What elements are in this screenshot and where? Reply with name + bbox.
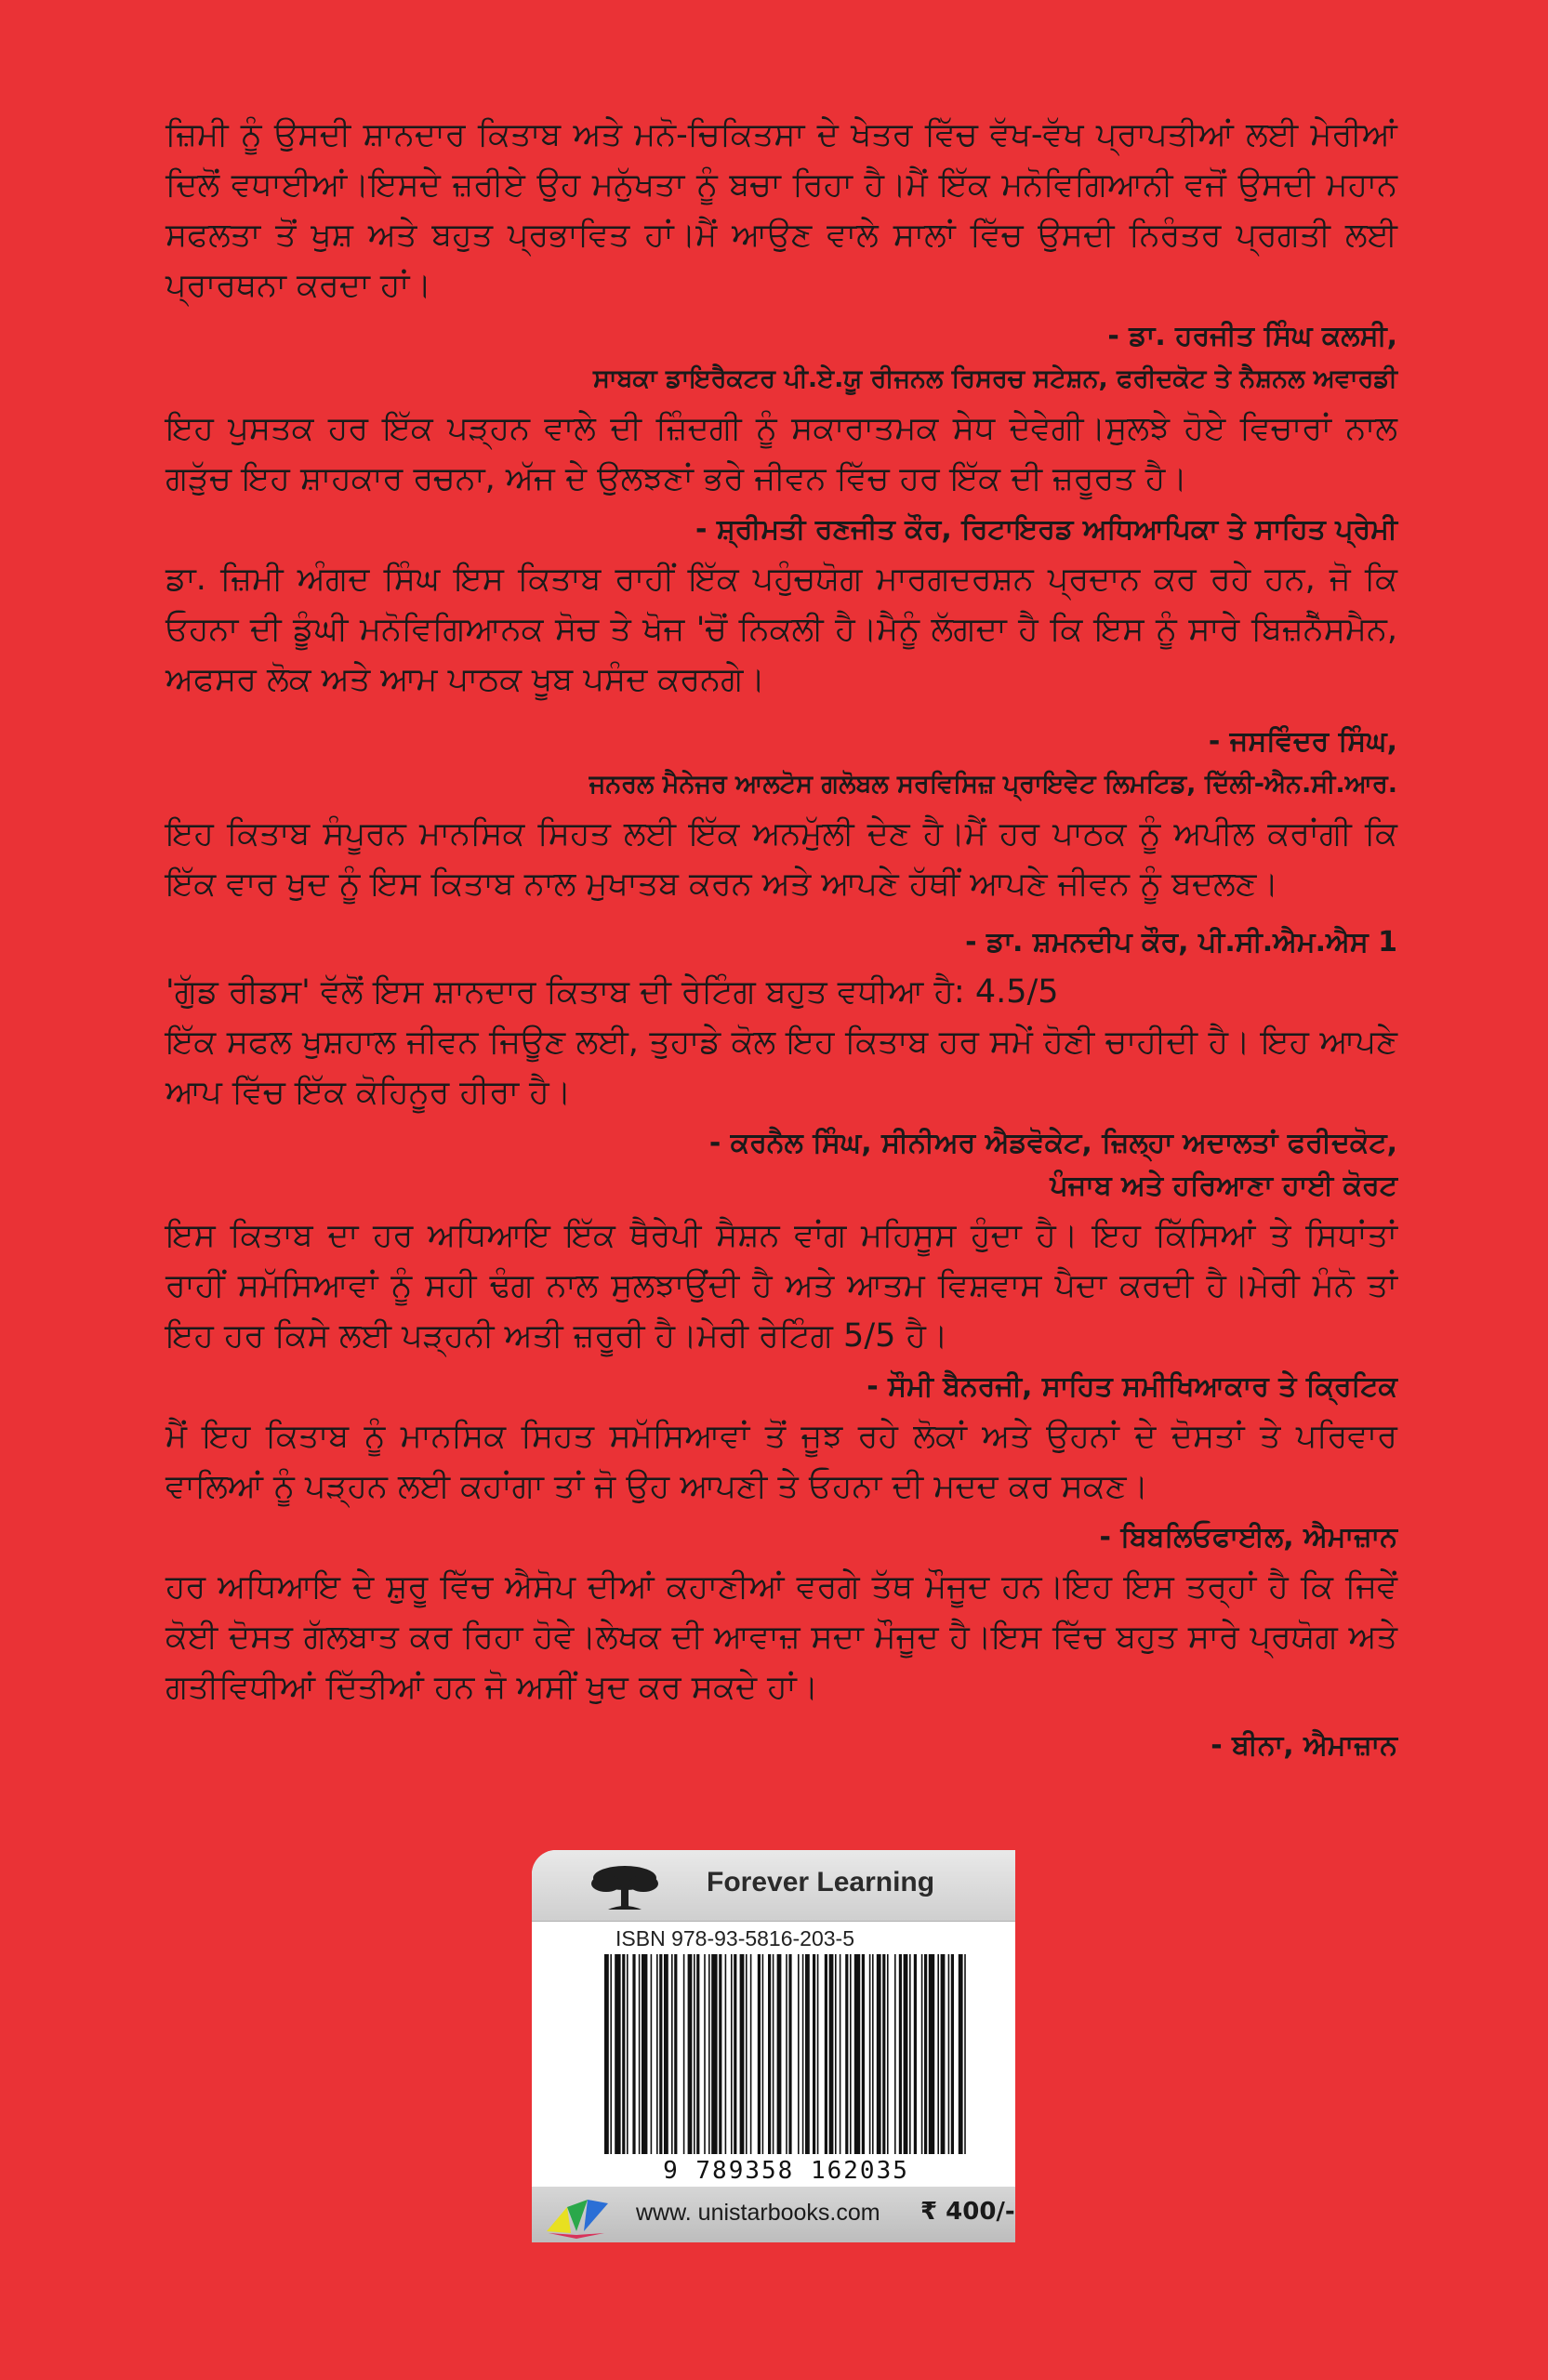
barcode-digits: 9 789358 162035	[663, 2157, 909, 2185]
review-attribution-3b: ਜਨਰਲ ਮੈਨੇਜਰ ਆਲਟੋਸ ਗਲੋਬਲ ਸਰਵਿਸਿਜ਼ ਪ੍ਰਾਇਵੇਟ ਲਿਮਟਿਡ, ਦਿੱਲੀ-ਐਨ.ਸੀ.ਆਰ.	[589, 770, 1397, 799]
barcode-bar	[872, 1954, 874, 2154]
barcode-bar	[877, 1954, 881, 2154]
barcode-bar	[656, 1954, 658, 2154]
review-text-7: ਮੈਂ ਇਹ ਕਿਤਾਬ ਨੂੰ ਮਾਨਸਿਕ ਸਿਹਤ ਸਮੱਸਿਆਵਾਂ ਤੋਂ ਜੂਝ ਰਹੇ ਲੋਕਾਂ ਅਤੇ ਉਹਨਾਂ ਦੇ ਦੋਸਤਾਂ ਤੇ ਪਰਿਵਾਰ ਵਾਲਿਆਂ ਨੂੰ ਪੜ੍ਹਨ ਲਈ ਕਹਾਂਗਾ ਤਾਂ ਜੋ ਉਹ ਆਪਣੀ ਤੇ ਓਹਨਾ ਦੀ ਮਦਦ ਕਰ ਸਕਣ।	[165, 1418, 1397, 1505]
review-text-8: ਹਰ ਅਧਿਆਇ ਦੇ ਸ਼ੁਰੂ ਵਿੱਚ ਐਸੋਪ ਦੀਆਂ ਕਹਾਣੀਆਂ ਵਰਗੇ ਤੱਥ ਮੌਜੂਦ ਹਨ।ਇਹ ਇਸ ਤਰ੍ਹਾਂ ਹੈ ਕਿ ਜਿਵੇਂ ਕੋਈ ਦੋਸਤ ਗੱਲਬਾਤ ਕਰ ਰਿਹਾ ਹੋਵੇ।ਲੇਖਕ ਦੀ ਆਵਾਜ਼ ਸਦਾ ਮੌਜੂਦ ਹੈ।ਇਸ ਵਿੱਚ ਬਹੁਤ ਸਾਰੇ ਪ੍ਰਯੋਗ ਅਤੇ ਗਤੀਵਿਧੀਆਂ ਦਿੱਤੀਆਂ ਹਨ ਜੋ ਅਸੀਂ ਖੁਦ ਕਰ ਸਕਦੇ ਹਾਂ।	[165, 1568, 1397, 1706]
barcode-bar	[740, 1954, 745, 2154]
tree-icon	[588, 1859, 662, 1915]
review-attribution-3a: - ਜਸਵਿੰਦਰ ਸਿੰਘ,	[1208, 725, 1397, 758]
book-price: ₹ 400/-	[920, 2198, 1015, 2226]
review-text-4: ਇਹ ਕਿਤਾਬ ਸੰਪੂਰਨ ਮਾਨਸਿਕ ਸਿਹਤ ਲਈ ਇੱਕ ਅਨਮੁੱਲੀ ਦੇਣ ਹੈ।ਮੈਂ ਹਰ ਪਾਠਕ ਨੂੰ ਅਪੀਲ ਕਰਾਂਗੀ ਕਿ ਇੱਕ ਵਾਰ ਖੁਦ ਨੂੰ ਇਸ ਕਿਤਾਬ ਨਾਲ ਮੁਖਾਤਬ ਕਰਨ ਅਤੇ ਆਪਣੇ ਹੱਥੀਂ ਆਪਣੇ ਜੀਵਨ ਨੂੰ ਬਦਲਣ।	[165, 815, 1397, 903]
barcode-bar	[964, 1954, 966, 2154]
barcode-bar	[683, 1954, 685, 2154]
review-attribution-5b: ਪੰਜਾਬ ਅਤੇ ਹਰਿਆਣਾ ਹਾਈ ਕੋਰਟ	[1050, 1170, 1397, 1202]
barcode-bar	[813, 1954, 815, 2154]
barcode-bar	[671, 1954, 673, 2154]
barcode-bar	[639, 1954, 641, 2154]
review-attribution-4: - ਡਾ. ਸ਼ਮਨਦੀਪ ਕੌਰ, ਪੀ.ਸੀ.ਐਮ.ਐਸ 1	[965, 926, 1397, 959]
barcode-bar	[835, 1954, 837, 2154]
barcode-bar	[845, 1954, 848, 2154]
barcode-bar	[840, 1954, 841, 2154]
publisher-logo-icon	[539, 2190, 614, 2239]
barcode-bar	[627, 1954, 628, 2154]
reviews-column	[165, 110, 1397, 1770]
barcode-bar	[929, 1954, 934, 2154]
barcode-bar	[622, 1954, 625, 2154]
barcode-bar	[924, 1954, 927, 2154]
barcode-bar	[829, 1954, 834, 2154]
review-attribution-7: - ਬਿਬਲਿਓਫਾਈਲ, ਐਮਾਜ਼ਾਨ	[1099, 1521, 1397, 1554]
barcode-bar	[904, 1954, 908, 2154]
barcode-bar	[909, 1954, 911, 2154]
barcode-bar	[802, 1954, 804, 2154]
barcode-bar	[604, 1954, 609, 2154]
review-attribution-1b: ਸਾਬਕਾ ਡਾਇਰੈਕਟਰ ਪੀ.ਏ.ਯੂ ਰੀਜਨਲ ਰਿਸਰਚ ਸਟੇਸ਼ਨ, ਫਰੀਦਕੋਟ ਤੇ ਨੈਸ਼ਨਲ ਅਵਾਰਡੀ	[592, 364, 1397, 393]
barcode-bar	[632, 1954, 635, 2154]
barcode-bar	[894, 1954, 896, 2154]
review-text-3: ਡਾ. ਜ਼ਿਮੀ ਅੰਗਦ ਸਿੰਘ ਇਸ ਕਿਤਾਬ ਰਾਹੀਂ ਇੱਕ ਪਹੁੰਚਯੋਗ ਮਾਰਗਦਰਸ਼ਨ ਪ੍ਰਦਾਨ ਕਰ ਰਹੇ ਹਨ, ਜੋ ਕਿ ਓਹਨਾ ਦੀ ਡੂੰਘੀ ਮਨੋਵਿਗਿਆਨਕ ਸੋਚ ਤੇ ਖੋਜ 'ਚੋਂ ਨਿਕਲੀ ਹੈ।ਮੈਨੂੰ ਲੱਗਦਾ ਹੈ ਕਿ ਇਸ ਨੂੰ ਸਾਰੇ ਬਿਜ਼ਨੈੱਸਮੈਨ, ਅਫਸਰ ਲੋਕ ਅਤੇ ਆਮ ਪਾਠਕ ਖੂਬ ਪਸੰਦ ਕਰਨਗੇ।	[165, 561, 1397, 698]
barcode-bar	[921, 1954, 923, 2154]
barcode-bar	[914, 1954, 917, 2154]
barcode-bar	[642, 1954, 647, 2154]
barcode-bar	[882, 1954, 885, 2154]
barcode-bar	[805, 1954, 810, 2154]
barcode-bar	[937, 1954, 939, 2154]
barcode-bar	[862, 1954, 865, 2154]
barcode-bar	[746, 1954, 748, 2154]
barcode-bar	[777, 1954, 782, 2154]
barcode-bar	[750, 1954, 752, 2154]
barcode-bar	[659, 1954, 662, 2154]
review-attribution-1a: - ਡਾ. ਹਰਜੀਤ ਸਿੰਘ ਕਲਸੀ,	[1107, 320, 1397, 352]
barcode-bar	[768, 1954, 771, 2154]
barcode-bar	[887, 1954, 889, 2154]
barcode-bar	[696, 1954, 699, 2154]
barcode-bar	[948, 1954, 950, 2154]
barcode-bar	[708, 1954, 710, 2154]
goodreads-rating: 'ਗੁੱਡ ਰੀਡਸ' ਵੱਲੋਂ ਇਸ ਸ਼ਾਨਦਾਰ ਕਿਤਾਬ ਦੀ ਰੇਟਿੰਗ ਬਹੁਤ ਵਧੀਆ ਹੈ: 4.5/5	[165, 973, 1059, 1011]
barcode-bar	[869, 1954, 871, 2154]
review-text-2: ਇਹ ਪੁਸਤਕ ਹਰ ਇੱਕ ਪੜ੍ਹਨ ਵਾਲੇ ਦੀ ਜ਼ਿੰਦਗੀ ਨੂੰ ਸਕਾਰਾਤਮਕ ਸੇਧ ਦੇਵੇਗੀ।ਸੁਲਝੇ ਹੋਏ ਵਿਚਾਰਾਂ ਨਾਲ ਗੜੁੱਚ ਇਹ ਸ਼ਾਹਕਾਰ ਰਚਨਾ, ਅੱਜ ਦੇ ਉਲਝਣਾਂ ਭਰੇ ਜੀਵਨ ਵਿੱਚ ਹਰ ਇੱਕ ਦੀ ਜ਼ਰੂਰਤ ਹੈ।	[165, 410, 1397, 497]
barcode-bar	[786, 1954, 787, 2154]
barcode-bar	[610, 1954, 612, 2154]
barcode-bar	[688, 1954, 693, 2154]
barcode-bar	[704, 1954, 706, 2154]
barcode-bar	[788, 1954, 791, 2154]
barcode-bar	[758, 1954, 761, 2154]
review-attribution-2: - ਸ਼੍ਰੀਮਤੀ ਰਣਜੀਤ ਕੌਰ, ਰਿਟਾਇਰਡ ਅਧਿਆਪਿਕਾ ਤੇ ਸਾਹਿਤ ਪ੍ਰੇਮੀ	[695, 513, 1397, 546]
barcode-bar	[798, 1954, 800, 2154]
barcode-footer	[532, 2187, 1015, 2242]
barcode-bar	[850, 1954, 852, 2154]
barcode-bar	[825, 1954, 827, 2154]
review-text-1: ਜ਼ਿਮੀ ਨੂੰ ਉਸਦੀ ਸ਼ਾਨਦਾਰ ਕਿਤਾਬ ਅਤੇ ਮਨੋ-ਚਿਕਿਤਸਾ ਦੇ ਖੇਤਰ ਵਿੱਚ ਵੱਖ-ਵੱਖ ਪ੍ਰਾਪਤੀਆਂ ਲਈ ਮੇਰੀਆਂ ਦਿਲੋਂ ਵਧਾਈਆਂ।ਇਸਦੇ ਜ਼ਰੀਏ ਉਹ ਮਨੁੱਖਤਾ ਨੂੰ ਬਚਾ ਰਿਹਾ ਹੈ।ਮੈਂ ਇੱਕ ਮਨੋਵਿਗਿਆਨੀ ਵਜੋਂ ਉਸਦੀ ਮਹਾਨ ਸਫਲਤਾ ਤੋਂ ਖੁਸ਼ ਅਤੇ ਬਹੁਤ ਪ੍ਰਭਾਵਿਤ ਹਾਂ।ਮੈਂ ਆਉਣ ਵਾਲੇ ਸਾਲਾਂ ਵਿੱਚ ਉਸਦੀ ਨਿਰੰਤਰ ਪ੍ਰਗਤੀ ਲਈ ਪ੍ਰਾਰਥਨਾ ਕਰਦਾ ਹਾਂ।	[165, 116, 1397, 304]
barcode-bar	[731, 1954, 733, 2154]
review-attribution-5a: - ਕਰਨੈਲ ਸਿੰਘ, ਸੀਨੀਅਰ ਐਡਵੋਕੇਟ, ਜ਼ਿਲ੍ਹਾ ਅਦਾਲਤਾਂ ਫਰੀਦਕੋਟ,	[708, 1127, 1397, 1159]
barcode-block	[532, 1850, 1015, 2242]
barcode-bar	[959, 1954, 963, 2154]
barcode-bar	[951, 1954, 954, 2154]
barcode-bar	[725, 1954, 727, 2154]
barcode-bar	[899, 1954, 902, 2154]
barcode-bar	[711, 1954, 717, 2154]
barcode-bars	[602, 1954, 970, 2154]
review-text-6: ਇਸ ਕਿਤਾਬ ਦਾ ਹਰ ਅਧਿਆਇ ਇੱਕ ਥੈਰੇਪੀ ਸੈਸ਼ਨ ਵਾਂਗ ਮਹਿਸੂਸ ਹੁੰਦਾ ਹੈ। ਇਹ ਕਿੱਸਿਆਂ ਤੇ ਸਿਧਾਂਤਾਂ ਰਾਹੀਂ ਸਮੱਸਿਆਵਾਂ ਨੂੰ ਸਹੀ ਢੰਗ ਨਾਲ ਸੁਲਝਾਉਂਦੀ ਹੈ ਅਤੇ ਆਤਮ ਵਿਸ਼ਵਾਸ ਪੈਦਾ ਕਰਦੀ ਹੈ।ਮੇਰੀ ਮੰਨੋ ਤਾਂ ਇਹ ਹਰ ਕਿਸੇ ਲਈ ਪੜ੍ਹਨੀ ਅਤੀ ਜ਼ਰੂਰੀ ਹੈ।ਮੇਰੀ ਰੇਟਿੰਗ 5/5 ਹੈ।	[165, 1217, 1397, 1355]
publisher-tagline: Forever Learning	[707, 1867, 935, 1897]
barcode-bar	[773, 1954, 774, 2154]
barcode-bar	[719, 1954, 721, 2154]
review-attribution-8: - ਬੀਨਾ, ਐਮਾਜ਼ਾਨ	[1211, 1729, 1397, 1762]
review-attribution-6: - ਸੌਮੀ ਬੈਨਰਜੀ, ਸਾਹਿਤ ਸਮੀਖਿਆਕਾਰ ਤੇ ਕ੍ਰਿਟਿਕ	[867, 1370, 1397, 1403]
isbn-text: ISBN 978-93-5816-203-5	[615, 1926, 854, 1950]
barcode-bar	[694, 1954, 695, 2154]
barcode-bar	[674, 1954, 677, 2154]
barcode-bar	[854, 1954, 860, 2154]
review-text-5: ਇੱਕ ਸਫਲ ਖੁਸ਼ਹਾਲ ਜੀਵਨ ਜਿਊਣ ਲਈ, ਤੁਹਾਡੇ ਕੋਲ ਇਹ ਕਿਤਾਬ ਹਰ ਸਮੇਂ ਹੋਣੀ ਚਾਹੀਦੀ ਹੈ। ਇਹ ਆਪਣੇ ਆਪ ਵਿੱਚ ਇੱਕ ਕੋਹਿਨੂਰ ਹੀਰਾ ਹੈ।	[165, 1024, 1397, 1111]
publisher-website: www. unistarbooks.com	[636, 2200, 880, 2226]
barcode-bar	[762, 1954, 764, 2154]
barcode-bar	[615, 1954, 620, 2154]
barcode-bar	[734, 1954, 736, 2154]
barcode-bar	[651, 1954, 653, 2154]
barcode-bar	[664, 1954, 668, 2154]
barcode-bar	[941, 1954, 946, 2154]
barcode-header	[532, 1850, 1015, 1922]
barcode-bar	[817, 1954, 819, 2154]
